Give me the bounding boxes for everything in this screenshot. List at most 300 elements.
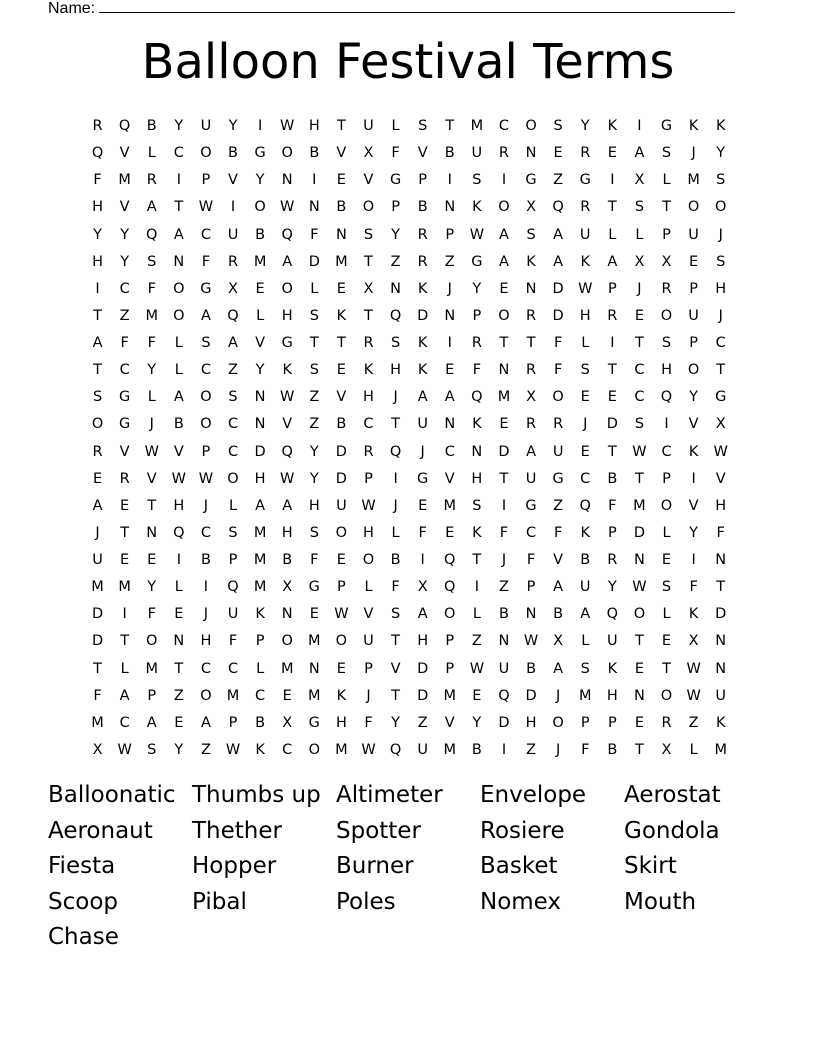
grid-letter: P xyxy=(201,443,211,460)
grid-letter: Y xyxy=(391,714,400,731)
grid-letter: T xyxy=(336,118,346,134)
grid-letter: W xyxy=(469,226,485,243)
grid-letter: K xyxy=(363,362,374,379)
grid-letter: W xyxy=(198,470,214,487)
grid-letter: V xyxy=(688,416,699,433)
grid-letter: W xyxy=(686,687,701,704)
grid-letter: B xyxy=(173,416,184,433)
grid-letter: R xyxy=(526,307,537,324)
grid-letter: W xyxy=(334,606,349,623)
grid-letter: C xyxy=(525,524,537,541)
grid-letter: M xyxy=(714,741,727,758)
grid-letter: C xyxy=(227,443,239,460)
grid-letter: O xyxy=(552,389,564,406)
grid-letter: O xyxy=(498,199,510,216)
grid-letter: T xyxy=(607,199,617,216)
grid-letter: X xyxy=(661,253,672,270)
grid-letter: H xyxy=(254,470,266,487)
grid-letter: U xyxy=(471,145,483,162)
grid-letter: C xyxy=(119,714,130,731)
grid-letter: B xyxy=(498,606,509,623)
grid-letter: A xyxy=(498,253,509,270)
grid-letter: T xyxy=(607,443,617,460)
grid-letter: T xyxy=(120,524,130,541)
grid-letter: E xyxy=(580,389,590,406)
grid-letter: B xyxy=(444,145,455,162)
grid-letter: M xyxy=(443,687,457,704)
grid-letter: D xyxy=(417,660,429,677)
grid-letter: I xyxy=(691,552,696,568)
grid-letter: H xyxy=(308,497,320,514)
grid-letter: C xyxy=(255,687,266,704)
grid-letter: W xyxy=(144,443,159,460)
grid-letter: T xyxy=(445,118,455,134)
grid-letter: A xyxy=(146,714,157,731)
grid-letter: R xyxy=(363,335,374,351)
grid-letter: E xyxy=(634,714,644,731)
grid-letter: C xyxy=(200,362,211,379)
grid-letter: J xyxy=(556,687,561,704)
grid-letter: Y xyxy=(472,714,482,731)
grid-letter: G xyxy=(308,714,320,731)
grid-letter: R xyxy=(227,253,239,270)
grid-letter: N xyxy=(715,660,727,677)
grid-letter: E xyxy=(499,280,509,297)
grid-letter: Q xyxy=(146,226,158,243)
grid-letter: W xyxy=(686,660,701,677)
grid-letter: P xyxy=(662,470,671,487)
grid-letter: A xyxy=(607,253,618,270)
grid-letter: R xyxy=(498,145,509,162)
grid-letter: S xyxy=(634,416,645,433)
grid-letter: T xyxy=(526,335,536,351)
word-bank-item: Aeronaut xyxy=(48,817,153,844)
grid-letter: R xyxy=(92,118,103,134)
grid-letter: D xyxy=(525,687,537,704)
grid-letter: P xyxy=(607,714,617,731)
grid-letter: A xyxy=(255,497,266,514)
grid-letter: H xyxy=(579,307,591,324)
grid-letter: M xyxy=(91,714,104,731)
grid-letter: O xyxy=(525,118,537,134)
grid-letter: F xyxy=(201,253,211,270)
grid-letter: A xyxy=(634,145,645,162)
grid-letter: V xyxy=(119,443,130,460)
grid-letter: C xyxy=(634,362,645,379)
grid-letter: L xyxy=(391,524,400,541)
word-bank-item: Altimeter xyxy=(336,782,443,808)
grid-letter: U xyxy=(417,741,428,758)
grid-letter: Q xyxy=(498,687,510,704)
grid-letter: Y xyxy=(174,118,184,134)
grid-letter: E xyxy=(120,552,130,568)
grid-letter: Q xyxy=(579,497,591,514)
grid-letter: Q xyxy=(444,552,456,568)
grid-letter: M xyxy=(308,633,321,650)
grid-letter: L xyxy=(120,660,129,677)
grid-letter: W xyxy=(198,199,214,216)
grid-letter: P xyxy=(228,552,238,568)
grid-letter: A xyxy=(146,199,157,216)
grid-letter: H xyxy=(417,633,429,650)
grid-letter: D xyxy=(606,416,618,433)
grid-letter: G xyxy=(579,172,591,189)
grid-letter: I xyxy=(420,552,425,568)
grid-letter: W xyxy=(578,280,593,297)
grid-letter: N xyxy=(471,443,483,460)
grid-letter: Y xyxy=(689,389,699,406)
grid-letter: S xyxy=(580,362,590,379)
grid-letter: Y xyxy=(228,118,238,134)
grid-letter: N xyxy=(633,687,645,704)
grid-letter: G xyxy=(389,172,402,189)
grid-letter: K xyxy=(417,280,428,297)
grid-letter: K xyxy=(688,118,699,134)
grid-letter: Q xyxy=(118,118,131,134)
grid-letter: S xyxy=(634,199,645,216)
grid-letter: G xyxy=(471,253,483,270)
grid-letter: A xyxy=(553,660,564,677)
grid-letter: Q xyxy=(389,443,402,460)
grid-letter: B xyxy=(200,552,211,568)
grid-letter: F xyxy=(147,280,156,297)
grid-letter: B xyxy=(336,199,347,216)
grid-letter: A xyxy=(553,226,564,243)
grid-letter: E xyxy=(282,687,292,704)
grid-letter: S xyxy=(580,660,590,677)
grid-letter: S xyxy=(526,226,536,243)
grid-letter: T xyxy=(174,660,184,677)
grid-letter: F xyxy=(93,687,102,704)
word-bank-item: Skirt xyxy=(624,853,677,880)
grid-letter: A xyxy=(92,497,103,514)
grid-letter: E xyxy=(607,145,617,162)
grid-letter: O xyxy=(362,552,375,568)
letter-grid xyxy=(84,113,735,764)
grid-letter: N xyxy=(498,633,510,650)
grid-letter: T xyxy=(499,335,509,351)
grid-letter: F xyxy=(553,362,563,379)
grid-letter: R xyxy=(607,552,618,568)
grid-letter: F xyxy=(553,524,563,541)
grid-letter: Q xyxy=(281,226,293,243)
grid-letter: M xyxy=(118,172,131,189)
grid-letter: A xyxy=(553,253,564,270)
grid-letter: L xyxy=(472,606,481,623)
grid-letter: U xyxy=(552,443,564,460)
grid-letter: M xyxy=(308,687,321,704)
grid-letter: I xyxy=(203,579,209,596)
grid-letter: Q xyxy=(227,579,239,596)
grid-letter: X xyxy=(634,172,645,189)
grid-letter: W xyxy=(469,660,485,677)
grid-letter: M xyxy=(633,497,646,514)
grid-letter: E xyxy=(174,714,184,731)
grid-letter: F xyxy=(608,497,617,514)
grid-letter: U xyxy=(363,118,374,134)
grid-letter: B xyxy=(309,145,320,162)
grid-letter: X xyxy=(282,714,293,731)
grid-letter: U xyxy=(688,226,699,243)
grid-letter: S xyxy=(472,497,482,514)
grid-letter: U xyxy=(417,416,428,433)
grid-letter: M xyxy=(443,741,457,758)
grid-letter: X xyxy=(715,416,726,433)
grid-letter: C xyxy=(200,524,211,541)
grid-letter: H xyxy=(363,389,374,406)
grid-letter: O xyxy=(200,389,212,406)
grid-letter: G xyxy=(254,145,266,162)
grid-letter: S xyxy=(716,172,726,189)
grid-letter: G xyxy=(525,497,537,514)
grid-letter: Y xyxy=(580,118,590,134)
grid-letter: K xyxy=(336,687,347,704)
grid-letter: D xyxy=(633,524,645,541)
grid-letter: O xyxy=(281,280,293,297)
grid-letter: R xyxy=(417,253,428,270)
grid-letter: F xyxy=(553,335,563,351)
grid-letter: T xyxy=(634,633,644,650)
grid-letter: N xyxy=(633,552,645,568)
grid-letter: F xyxy=(716,524,725,541)
grid-letter: J xyxy=(149,416,154,433)
grid-letter: A xyxy=(200,307,211,324)
grid-letter: M xyxy=(470,118,484,134)
grid-letter: M xyxy=(253,253,267,270)
grid-letter: M xyxy=(335,741,348,758)
grid-letter: D xyxy=(308,253,320,270)
grid-letter: H xyxy=(308,118,320,134)
word-bank-item: Rosiere xyxy=(480,817,565,844)
grid-letter: X xyxy=(688,633,699,650)
grid-letter: I xyxy=(312,172,317,189)
grid-letter: L xyxy=(174,362,183,379)
grid-letter: V xyxy=(173,443,184,460)
grid-letter: I xyxy=(447,335,452,351)
grid-letter: G xyxy=(281,335,293,351)
grid-letter: H xyxy=(200,633,212,650)
grid-letter: E xyxy=(689,253,699,270)
grid-letter: S xyxy=(716,253,726,270)
grid-letter: O xyxy=(714,199,727,216)
grid-letter: U xyxy=(715,687,727,704)
grid-letter: Y xyxy=(309,470,319,487)
grid-letter: D xyxy=(498,443,510,460)
grid-letter: Z xyxy=(417,714,428,731)
grid-letter: Y xyxy=(391,226,400,243)
grid-letter: O xyxy=(281,145,293,162)
grid-letter: P xyxy=(147,687,157,704)
grid-letter: Z xyxy=(444,253,455,270)
grid-letter: E xyxy=(661,552,672,568)
grid-letter: G xyxy=(417,470,429,487)
grid-letter: E xyxy=(661,633,672,650)
grid-letter: H xyxy=(525,714,537,731)
grid-letter: W xyxy=(225,741,241,758)
grid-letter: U xyxy=(200,118,212,134)
grid-letter: H xyxy=(363,524,374,541)
grid-letter: O xyxy=(335,633,348,650)
grid-letter: N xyxy=(173,253,185,270)
grid-letter: O xyxy=(498,307,510,324)
grid-letter: J xyxy=(718,226,723,243)
grid-letter: S xyxy=(661,335,672,351)
grid-letter: T xyxy=(716,579,726,596)
grid-letter: R xyxy=(607,307,618,324)
grid-letter: P xyxy=(526,579,536,596)
grid-letter: N xyxy=(254,416,266,433)
grid-letter: V xyxy=(390,660,401,677)
grid-letter: L xyxy=(256,307,265,324)
grid-letter: H xyxy=(281,524,293,541)
grid-letter: H xyxy=(715,497,727,514)
grid-letter: A xyxy=(228,335,238,351)
grid-letter: X xyxy=(661,741,672,758)
grid-letter: L xyxy=(689,741,698,758)
grid-letter: Z xyxy=(119,307,130,324)
grid-letter: Q xyxy=(227,307,239,324)
grid-letter: D xyxy=(715,606,727,623)
grid-letter: I xyxy=(691,470,696,487)
grid-letter: Z xyxy=(688,714,699,731)
grid-letter: P xyxy=(689,335,698,351)
grid-letter: F xyxy=(147,335,156,351)
grid-letter: N xyxy=(525,145,537,162)
grid-letter: F xyxy=(120,335,129,351)
grid-letter: I xyxy=(610,172,615,189)
grid-letter: F xyxy=(689,579,698,596)
grid-letter: T xyxy=(634,470,644,487)
grid-letter: B xyxy=(607,470,618,487)
grid-letter: X xyxy=(634,253,645,270)
grid-letter: Y xyxy=(93,226,102,243)
grid-letter: Q xyxy=(444,579,456,596)
grid-letter: O xyxy=(362,199,375,216)
grid-letter: P xyxy=(364,470,373,487)
grid-letter: B xyxy=(553,606,564,623)
grid-letter: T xyxy=(391,633,400,650)
grid-letter: C xyxy=(661,443,672,460)
grid-letter: S xyxy=(147,741,157,758)
grid-letter: O xyxy=(335,524,348,541)
grid-letter: Z xyxy=(526,741,537,758)
grid-letter: P xyxy=(201,172,211,189)
grid-letter: O xyxy=(552,714,564,731)
grid-letter: Z xyxy=(173,687,184,704)
name-underline xyxy=(99,0,735,13)
grid-letter: O xyxy=(227,470,239,487)
word-bank-item: Thumbs up xyxy=(192,782,321,808)
grid-letter: A xyxy=(119,687,130,704)
grid-letter: J xyxy=(203,606,209,623)
grid-letter: I xyxy=(95,280,100,297)
grid-letter: F xyxy=(310,226,319,243)
grid-letter: D xyxy=(91,606,104,623)
grid-letter: E xyxy=(499,416,509,433)
grid-letter: X xyxy=(282,579,293,596)
grid-letter: G xyxy=(308,579,320,596)
word-bank-item: Scoop xyxy=(48,888,118,915)
grid-letter: Y xyxy=(120,253,130,270)
grid-letter: A xyxy=(444,389,455,406)
grid-letter: E xyxy=(174,606,184,623)
grid-letter: E xyxy=(309,606,319,623)
grid-letter: H xyxy=(173,497,185,514)
word-bank-item: Fiesta xyxy=(48,853,116,880)
grid-letter: D xyxy=(91,633,104,650)
word-bank-item: Nomex xyxy=(480,888,562,915)
grid-letter: D xyxy=(498,714,510,731)
grid-letter: W xyxy=(171,470,186,487)
grid-letter: E xyxy=(418,497,428,514)
grid-letter: N xyxy=(308,199,320,216)
grid-letter: P xyxy=(607,524,617,541)
grid-letter: W xyxy=(280,470,295,487)
grid-letter: N xyxy=(390,280,401,297)
grid-letter: E xyxy=(472,687,482,704)
grid-letter: P xyxy=(689,280,698,297)
grid-letter: E xyxy=(336,660,346,677)
grid-letter: E xyxy=(120,497,130,514)
grid-letter: Y xyxy=(255,172,265,189)
grid-letter: I xyxy=(176,172,181,189)
grid-letter: S xyxy=(390,606,401,623)
grid-letter: S xyxy=(309,362,319,379)
grid-letter: H xyxy=(281,307,293,324)
grid-letter: U xyxy=(336,497,347,514)
grid-letter: K xyxy=(688,443,699,460)
grid-letter: E xyxy=(445,524,455,541)
grid-letter: I xyxy=(230,199,236,216)
grid-letter: Q xyxy=(389,741,402,758)
grid-letter: A xyxy=(580,606,591,623)
grid-letter: D xyxy=(254,443,266,460)
grid-letter: R xyxy=(363,443,374,460)
grid-letter: Y xyxy=(120,226,130,243)
grid-letter: W xyxy=(280,199,295,216)
grid-letter: H xyxy=(335,714,347,731)
grid-letter: C xyxy=(173,145,184,162)
grid-letter: T xyxy=(364,253,373,270)
grid-letter: K xyxy=(282,362,292,379)
grid-letter: R xyxy=(661,280,672,297)
word-bank-item: Mouth xyxy=(624,888,697,915)
grid-letter: P xyxy=(445,660,455,677)
grid-letter: I xyxy=(501,741,507,758)
grid-letter: O xyxy=(200,145,212,162)
grid-letter: L xyxy=(581,633,590,650)
grid-letter: O xyxy=(308,741,320,758)
grid-letter: F xyxy=(228,633,238,650)
grid-letter: I xyxy=(501,172,507,189)
grid-letter: L xyxy=(662,606,671,623)
grid-letter: O xyxy=(200,687,212,704)
grid-letter: G xyxy=(119,416,131,433)
grid-letter: A xyxy=(417,606,428,623)
grid-letter: E xyxy=(634,307,644,324)
grid-letter: Q xyxy=(389,307,402,324)
grid-letter: C xyxy=(634,389,645,406)
grid-letter: A xyxy=(200,714,211,731)
grid-letter: A xyxy=(282,497,293,514)
grid-letter: C xyxy=(282,741,293,758)
grid-letter: F xyxy=(472,362,482,379)
grid-letter: K xyxy=(255,606,265,623)
grid-letter: V xyxy=(715,470,726,487)
grid-letter: X xyxy=(526,199,537,216)
grid-letter: G xyxy=(715,389,727,406)
grid-letter: W xyxy=(632,443,647,460)
